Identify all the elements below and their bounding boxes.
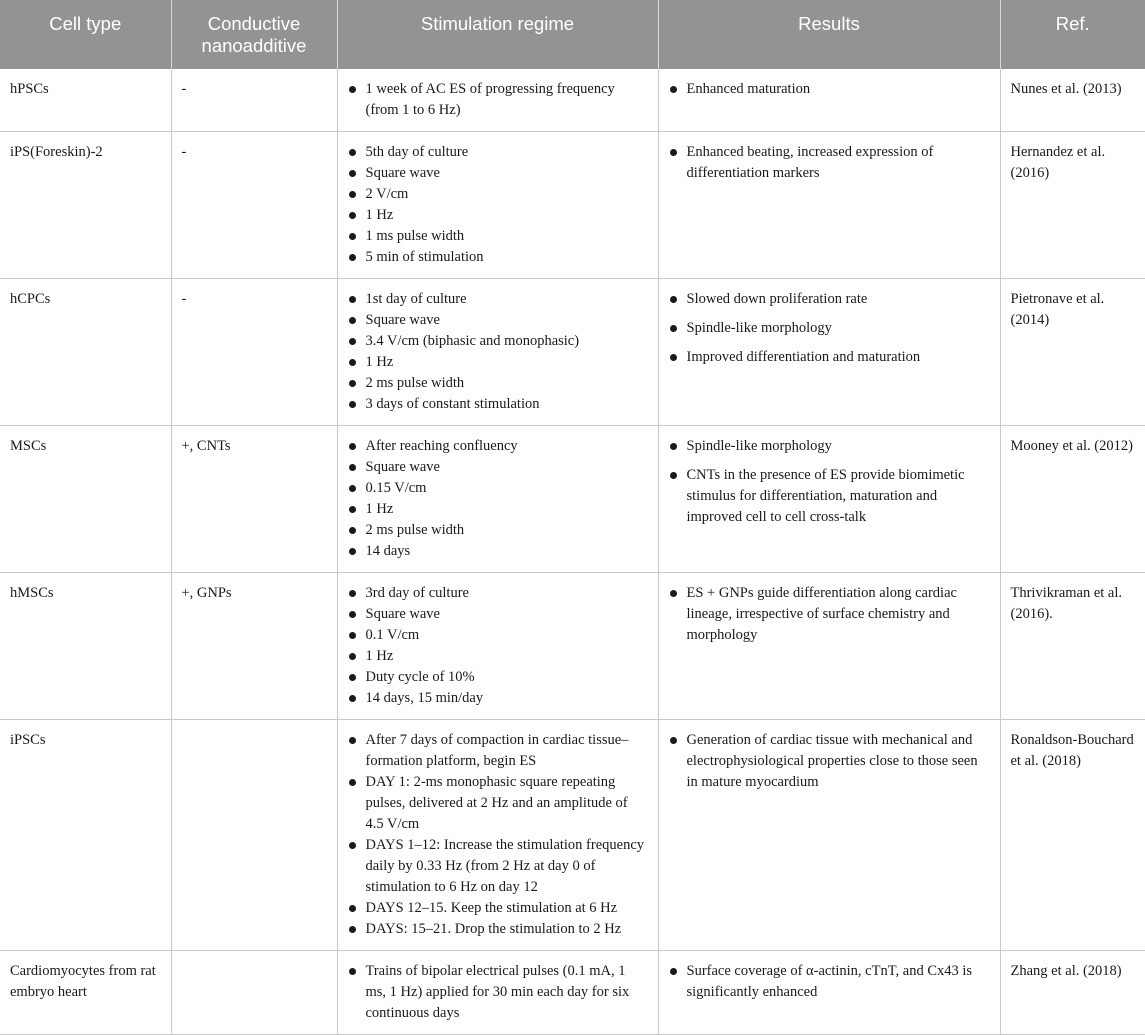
bullet-item: 1 Hz (348, 205, 648, 226)
header-ref: Ref. (1000, 0, 1145, 69)
bullet-item: DAYS 1–12: Increase the stimulation frequency daily by 0.33 Hz (from 2 Hz at day 0 of stimulation to 6 Hz on day 12 (348, 835, 648, 898)
cell-type: iPSCs (0, 720, 171, 951)
reference: Hernandez et al. (2016) (1000, 132, 1145, 279)
bullet-item: Enhanced maturation (669, 79, 990, 100)
bullet-item: Spindle-like morphology (669, 436, 990, 457)
stimulation-regime-list (348, 142, 648, 268)
bullet-item: 0.1 V/cm (348, 625, 648, 646)
bullet-item: 3 days of constant stimulation (348, 394, 648, 415)
results-list (669, 289, 990, 368)
nanoadditive: - (171, 132, 337, 279)
stimulation-regime (337, 951, 658, 1035)
stimulation-regime (337, 573, 658, 720)
cell-type: MSCs (0, 426, 171, 573)
header-regime: Stimulation regime (337, 0, 658, 69)
bullet-item: 3.4 V/cm (biphasic and monophasic) (348, 331, 648, 352)
bullet-item: Trains of bipolar electrical pulses (0.1 mA, 1 ms, 1 Hz) applied for 30 min each day for six continuous days (348, 961, 648, 1024)
results (658, 720, 1000, 951)
bullet-item: Duty cycle of 10% (348, 667, 648, 688)
cell-type: iPS(Foreskin)-2 (0, 132, 171, 279)
bullet-item: DAYS 12–15. Keep the stimulation at 6 Hz (348, 898, 648, 919)
stimulation-regime (337, 426, 658, 573)
reference: Zhang et al. (2018) (1000, 951, 1145, 1035)
header-results: Results (658, 0, 1000, 69)
header-cell-type: Cell type (0, 0, 171, 69)
results (658, 279, 1000, 426)
bullet-item: Generation of cardiac tissue with mechanical and electrophysiological properties close to those seen in mature myocardium (669, 730, 990, 793)
stimulation-regime-list (348, 961, 648, 1024)
stimulation-regime-list (348, 583, 648, 709)
bullet-item: 1 Hz (348, 499, 648, 520)
results (658, 426, 1000, 573)
results (658, 951, 1000, 1035)
bullet-item: 5th day of culture (348, 142, 648, 163)
reference: Nunes et al. (2013) (1000, 69, 1145, 132)
bullet-item: Square wave (348, 604, 648, 625)
bullet-item: After reaching confluency (348, 436, 648, 457)
stimulation-regime (337, 720, 658, 951)
reference: Ronaldson-Bouchard et al. (2018) (1000, 720, 1145, 951)
bullet-item: 1 week of AC ES of progressing frequency (from 1 to 6 Hz) (348, 79, 648, 121)
stimulation-regime-list (348, 289, 648, 415)
results-list (669, 583, 990, 646)
results (658, 132, 1000, 279)
table-row (0, 951, 1145, 1035)
table-row (0, 69, 1145, 132)
stimulation-regime-list (348, 79, 648, 121)
bullet-item: 14 days, 15 min/day (348, 688, 648, 709)
reference: Mooney et al. (2012) (1000, 426, 1145, 573)
bullet-item: ES + GNPs guide differentiation along cardiac lineage, irrespective of surface chemistry and morphology (669, 583, 990, 646)
bullet-item: 0.15 V/cm (348, 478, 648, 499)
bullet-item: Square wave (348, 457, 648, 478)
nanoadditive: +, GNPs (171, 573, 337, 720)
bullet-item: Square wave (348, 163, 648, 184)
results-list (669, 730, 990, 793)
results-list (669, 142, 990, 184)
bullet-item: DAY 1: 2-ms monophasic square repeating pulses, delivered at 2 Hz and an amplitude of 4.5 V/cm (348, 772, 648, 835)
table-row (0, 573, 1145, 720)
bullet-item: Spindle-like morphology (669, 318, 990, 339)
bullet-item: 3rd day of culture (348, 583, 648, 604)
stimulation-regime (337, 69, 658, 132)
results-list (669, 436, 990, 528)
bullet-item: Slowed down proliferation rate (669, 289, 990, 310)
nanoadditive (171, 951, 337, 1035)
cell-type: Cardiomyocytes from rat embryo heart (0, 951, 171, 1035)
bullet-item: 5 min of stimulation (348, 247, 648, 268)
results (658, 573, 1000, 720)
bullet-item: CNTs in the presence of ES provide biomimetic stimulus for differentiation, maturation and improved cell to cell cross-talk (669, 465, 990, 528)
bullet-item: 2 ms pulse width (348, 520, 648, 541)
nanoadditive: +, CNTs (171, 426, 337, 573)
bullet-item: 1 Hz (348, 646, 648, 667)
results-list (669, 79, 990, 100)
bullet-item: After 7 days of compaction in cardiac tissue–formation platform, begin ES (348, 730, 648, 772)
reference: Pietronave et al. (2014) (1000, 279, 1145, 426)
bullet-item: 1 ms pulse width (348, 226, 648, 247)
cell-type: hPSCs (0, 69, 171, 132)
bullet-item: 1 Hz (348, 352, 648, 373)
header-row (0, 0, 1145, 69)
header-nanoadditive: Conductive nanoadditive (171, 0, 337, 69)
reference: Thrivikraman et al. (2016). (1000, 573, 1145, 720)
table-row (0, 720, 1145, 951)
bullet-item: 2 ms pulse width (348, 373, 648, 394)
table-row (0, 279, 1145, 426)
bullet-item: Square wave (348, 310, 648, 331)
stimulation-regime (337, 132, 658, 279)
results (658, 69, 1000, 132)
nanoadditive: - (171, 69, 337, 132)
bullet-item: Enhanced beating, increased expression of differentiation markers (669, 142, 990, 184)
bullet-item: 1st day of culture (348, 289, 648, 310)
stimulation-regime-list (348, 436, 648, 562)
nanoadditive (171, 720, 337, 951)
bullet-item: Surface coverage of α-actinin, cTnT, and Cx43 is significantly enhanced (669, 961, 990, 1003)
bullet-item: Improved differentiation and maturation (669, 347, 990, 368)
stimulation-regime (337, 279, 658, 426)
bullet-item: 2 V/cm (348, 184, 648, 205)
cell-type: hCPCs (0, 279, 171, 426)
results-list (669, 961, 990, 1003)
cell-type: hMSCs (0, 573, 171, 720)
table-row (0, 132, 1145, 279)
stimulation-regime-list (348, 730, 648, 940)
table-row (0, 426, 1145, 573)
bullet-item: 14 days (348, 541, 648, 562)
nanoadditive: - (171, 279, 337, 426)
bullet-item: DAYS: 15–21. Drop the stimulation to 2 Hz (348, 919, 648, 940)
